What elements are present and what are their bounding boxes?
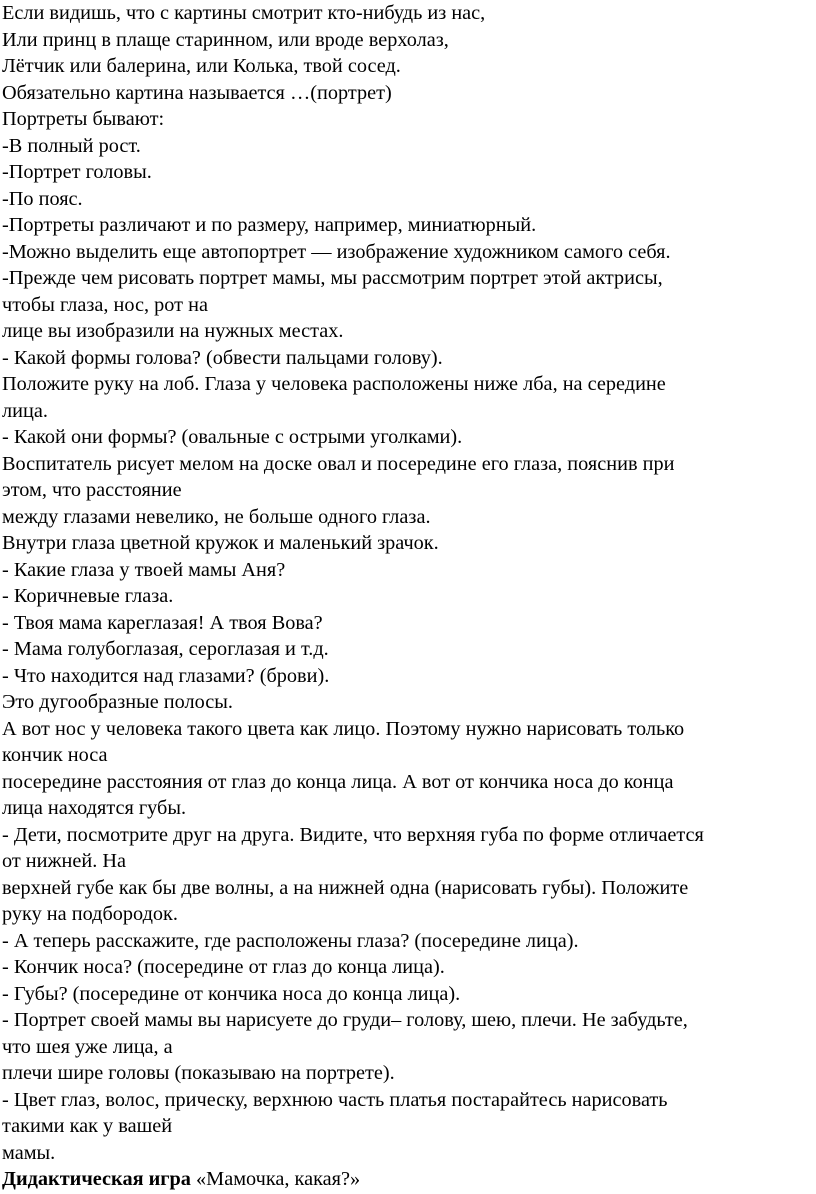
text-line: - Что находится над глазами? (брови). (2, 664, 330, 687)
text-line: что шея уже лица, а (2, 1035, 173, 1058)
text-line: - Какие глаза у твоей мамы Аня? (2, 558, 286, 581)
text-line: Или принц в плаще старинном, или вроде верхолаз, (2, 28, 449, 51)
text-line: чтобы глаза, нос, рот на (2, 293, 208, 316)
text-line: этом, что расстояние (2, 479, 182, 501)
text-line: - Мама голубоглазая, сероглазая и т.д. (2, 638, 329, 660)
game-heading-title: «Мамочка, какая?» (190, 1168, 361, 1190)
text-line: лица. (2, 399, 48, 422)
game-heading-bold: Дидактическая игра (2, 1168, 191, 1190)
text-line: посередине расстояния от глаз до конца лица. А вот от кончика носа до конца (2, 770, 674, 793)
text-line: от нижней. На (2, 850, 127, 872)
document-body (2, 0, 814, 1166)
document-page (2, 0, 814, 1193)
text-line: - Коричневые глаза. (2, 585, 174, 607)
text-line: лице вы изобразили на нужных местах. (2, 320, 344, 342)
text-line: верхней губе как бы две волны, а на нижней одна (нарисовать губы). Положите (2, 876, 689, 899)
text-line: руку на подбородок. (2, 903, 178, 925)
text-line: Внутри глаза цветной кружок и маленький зрачок. (2, 532, 439, 554)
game-heading-line (2, 1166, 814, 1193)
text-line: такими как у вашей (2, 1115, 173, 1137)
text-line: лица находятся губы. (2, 797, 187, 819)
text-line: мамы. (2, 1141, 56, 1164)
text-line: -Портрет головы. (2, 161, 152, 183)
text-line: -В полный рост. (2, 134, 141, 157)
text-line: кончик носа (2, 744, 108, 766)
text-line: - Портрет своей мамы вы нарисуете до груди– голову, шею, плечи. Не забудьте, (2, 1009, 688, 1031)
text-line: Обязательно картина называется …(портрет) (2, 81, 392, 104)
text-line: Это дугообразные полосы. (2, 691, 233, 713)
text-line: Если видишь, что с картины смотрит кто-нибудь из нас, (2, 2, 486, 24)
text-line: - Какой они формы? (овальные с острыми уголками). (2, 426, 463, 448)
text-line: Портреты бывают: (2, 108, 165, 130)
text-line: - Цвет глаз, волос, прическу, верхнюю часть платья постарайтесь нарисовать (2, 1088, 668, 1111)
text-line: -По пояс. (2, 187, 83, 210)
text-line: Положите руку на лоб. Глаза у человека расположены ниже лба, на середине (2, 373, 666, 395)
text-line: - Какой формы голова? (обвести пальцами голову). (2, 346, 443, 369)
text-line: - Губы? (посередине от кончика носа до конца лица). (2, 982, 461, 1005)
text-line: -Прежде чем рисовать портрет мамы, мы рассмотрим портрет этой актрисы, (2, 267, 663, 289)
text-line: плечи шире головы (показываю на портрете). (2, 1062, 395, 1084)
text-line: - А теперь расскажите, где расположены глаза? (посередине лица). (2, 929, 579, 952)
text-line: Лётчик или балерина, или Колька, твой сосед. (2, 55, 401, 77)
text-line: - Твоя мама кареглазая! А твоя Вова? (2, 611, 323, 634)
text-line: между глазами невелико, не больше одного глаза. (2, 505, 431, 528)
text-line: Воспитатель рисует мелом на доске овал и посередине его глаза, пояснив при (2, 452, 675, 475)
text-line: - Дети, посмотрите друг на друга. Видите, что верхняя губа по форме отличается (2, 823, 704, 846)
text-line: -Можно выделить еще автопортрет — изображение художником самого себя. (2, 240, 671, 263)
text-line: А вот нос у человека такого цвета как лицо. Поэтому нужно нарисовать только (2, 717, 685, 740)
text-line: - Кончик носа? (посередине от глаз до конца лица). (2, 956, 445, 978)
text-line: -Портреты различают и по размеру, например, миниатюрный. (2, 214, 537, 236)
